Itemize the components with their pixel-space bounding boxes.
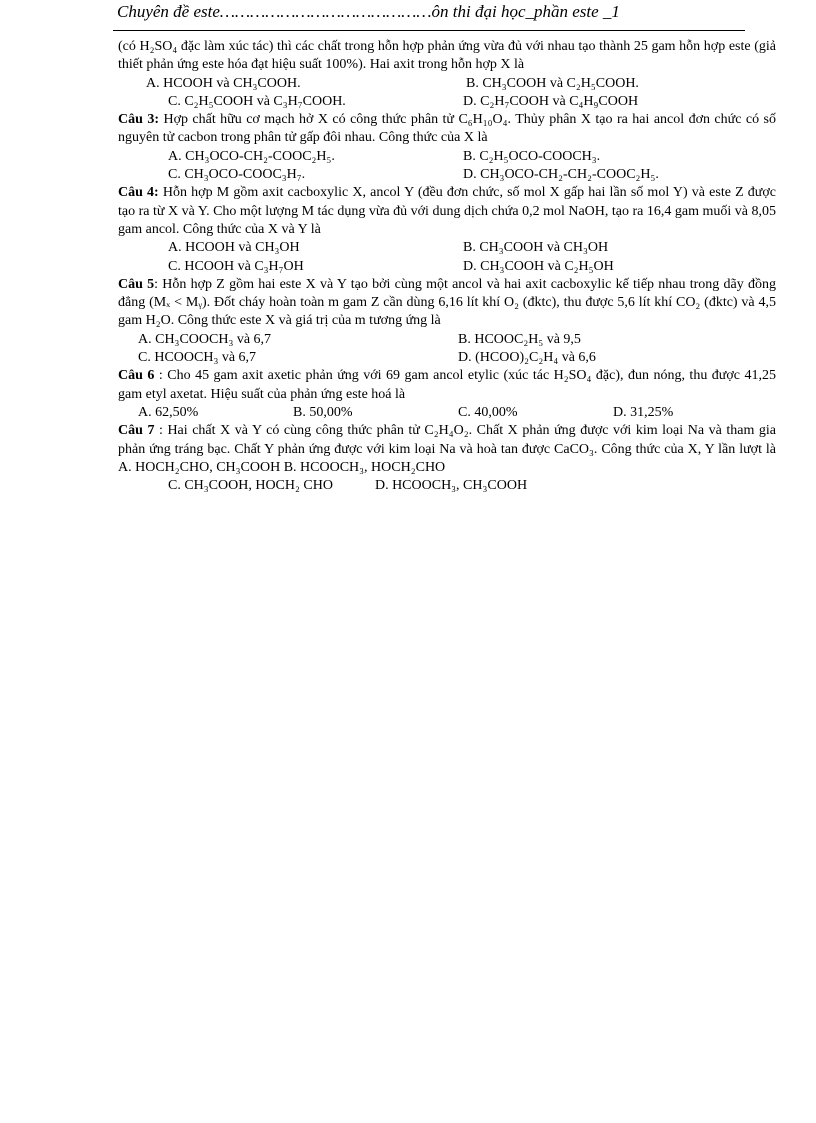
question-7: [118, 422, 776, 477]
question-6: [118, 367, 776, 404]
question-4-options-row-2: [118, 258, 776, 276]
question-5-options-row-2: [118, 349, 776, 367]
question-5-options-row-1: [118, 331, 776, 349]
intro-text: (có H₂SO₄ đặc làm xúc tác) thì các chất trong hỗn hợp phản ứng vừa đủ với nhau tạo thành 25 gam hỗn hợp este (giả thiết phản ứng este hóa đạt hiệu suất 100%). Hai axit trong hỗn hợp X là: [118, 39, 776, 73]
question-label: Câu 6: [118, 368, 155, 384]
question-label: Câu 3:: [118, 112, 160, 128]
question-4: [118, 184, 776, 239]
option-b: B. 50,00%: [293, 404, 353, 420]
question-label: Câu 7: [118, 423, 155, 439]
option-c: C. C₂H₅COOH và C₃H₇COOH.: [168, 93, 346, 109]
question-label: Câu 4:: [118, 185, 159, 201]
option-b: B. CH₃COOH và CH₃OH: [463, 240, 609, 256]
question-6-options: [118, 404, 776, 422]
option-b: B. C₂H₅OCO-COOCH₃.: [463, 148, 601, 164]
option-a: A. HCOOH và CH₃COOH.: [146, 75, 301, 91]
option-c: C. CH₃OCO-COOC₃H₇.: [168, 167, 306, 183]
question-3: [118, 111, 776, 148]
option-d: D. CH₃COOH và C₂H₅OH: [463, 258, 614, 274]
question-label: Câu 5: [118, 276, 155, 292]
option-a: A. CH₃OCO-CH₂-COOC₂H₅.: [168, 148, 335, 164]
option-c: C. CH₃COOH, HOCH₂ CHO: [168, 478, 333, 494]
option-d: D. HCOOCH₃, CH₃COOH: [374, 478, 528, 494]
document-body: [118, 38, 776, 495]
intro-options-row-2: [118, 93, 776, 111]
option-b: B. CH₃COOH và C₂H₅COOH.: [466, 75, 639, 91]
option-a: A. 62,50%: [138, 404, 199, 420]
question-3-options-row-1: [118, 148, 776, 166]
question-4-options-row-1: [118, 239, 776, 257]
option-b: B. HCOOC₂H₅ và 9,5: [458, 331, 581, 347]
question-text: : Cho 45 gam axit axetic phản ứng với 69 gam ancol etylic (xúc tác H₂SO₄ đặc), đun nóng, thu được 41,25 gam etyl axetat. Hiệu suất của phản ứng este hoá là: [118, 368, 776, 402]
option-d: D. C₂H₇COOH và C₄H₉COOH: [463, 93, 639, 109]
question-text: Hợp chất hữu cơ mạch hở X có công thức phân tử C₆H₁₀O₄. Thủy phân X tạo ra hai ancol đơn chức có số nguyên tử cacbon trong phân tử gấp đôi nhau. Công thức của X là: [118, 112, 776, 146]
question-3-options-row-2: [118, 166, 776, 184]
option-c: C. 40,00%: [458, 404, 518, 420]
question-text: : Hai chất X và Y có cùng công thức phân tử C₂H₄O₂. Chất X phản ứng được với kim loại Na và tham gia phản ứng tráng bạc. Chất Y phản ứng được với kim loại Na và hoà tan được CaCO₃. Công thức của X, Y lần lượt là A. HOCH₂CHO, CH₃COOH B. HCOOCH₃, HOCH₂CHO: [118, 423, 776, 475]
option-a: A. CH₃COOCH₃ và 6,7: [138, 331, 272, 347]
option-c: C. HCOOH và C₃H₇OH: [168, 258, 304, 274]
question-7-options: [118, 477, 776, 495]
option-d: D. 31,25%: [613, 404, 674, 420]
page-header: Chuyên đề este……………………………………ôn thi đại học_phần este _1: [117, 2, 620, 21]
question-text: : Hỗn hợp Z gồm hai este X và Y tạo bởi cùng một ancol và hai axit cacboxylic kế tiếp nhau trong dãy đồng đẳng (Mₓ < Mᵧ). Đốt cháy hoàn toàn m gam Z cần dùng 6,16 lít khí O₂ (đktc), thu được 5,6 lít khí CO₂ (đktc) và 4,5 gam H₂O. Công thức este X và giá trị của m tương ứng là: [118, 276, 776, 329]
question-text: Hỗn hợp M gồm axit cacboxylic X, ancol Y (đều đơn chức, số mol X gấp hai lần số mol Y) và este Z được tạo ra từ X và Y. Cho một lượng M tác dụng vừa đủ với dung dịch chứa 0,2 mol NaOH, tạo ra 16,4 gam muối và 8,05 gam ancol. Công thức của X và Y là: [118, 185, 777, 237]
option-a: A. HCOOH và CH₃OH: [168, 240, 300, 256]
intro-options-row-1: [118, 75, 776, 93]
option-d: D. CH₃OCO-CH₂-CH₂-COOC₂H₅.: [463, 167, 659, 183]
header-rule: [113, 30, 745, 31]
option-c: C. HCOOCH₃ và 6,7: [138, 350, 257, 366]
question-5: [118, 276, 776, 331]
option-d: D. (HCOO)₂C₂H₄ và 6,6: [458, 350, 596, 366]
